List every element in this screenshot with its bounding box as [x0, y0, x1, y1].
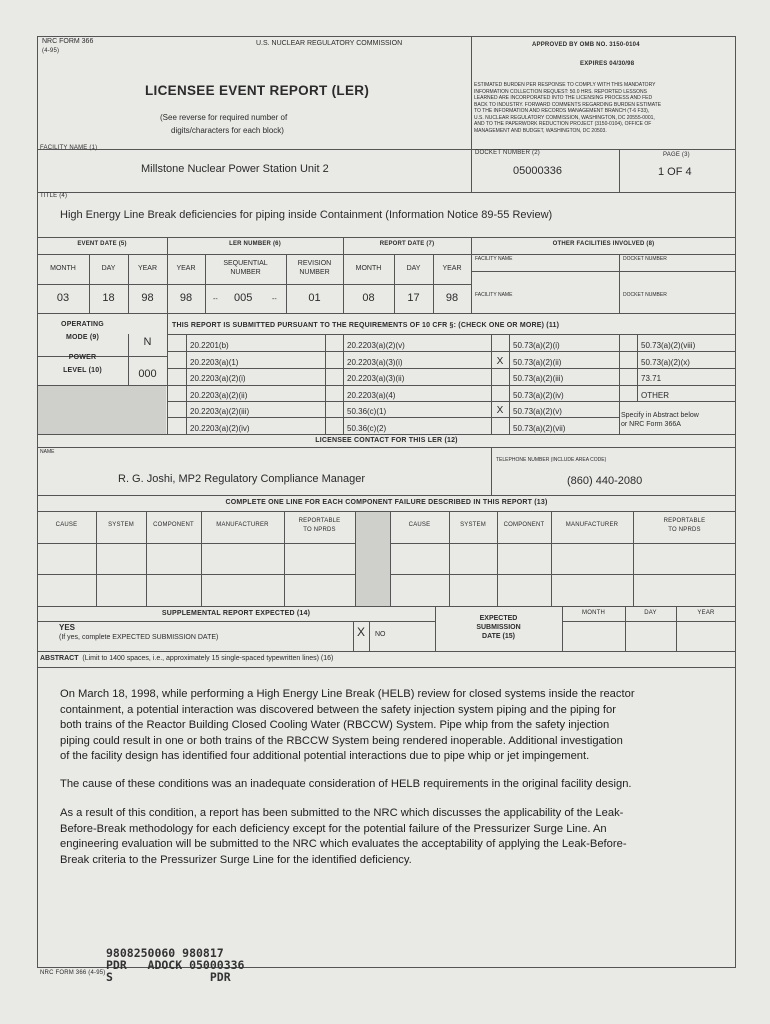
req-col3-checkboxes[interactable]: X X [496, 355, 504, 417]
ler-year: 98 [179, 292, 193, 304]
report-date-label: REPORT DATE (7) [379, 241, 435, 247]
burden-statement: ESTIMATED BURDEN PER RESPONSE TO COMPLY WITH THIS MANDATORY INFORMATION COLLECTION REQUEST: 50.0 HRS. REPORTED LESSONS LEARNED ARE INCORPORATED INTO THE LICENSING PROCESS AND FED BACK TO INDUSTRY. FORWARD COMMENTS REGARDING BURDEN ESTIMATE TO THE INFORMATION AND RECORDS MANAGEMENT BRANCH (T-6 F33), U.S. NUCLEAR REGULATORY COMMISSION, WASHINGTON, DC 20555-0001, AND TO THE PAPERWORK REDUCTION PROJECT (3150-0104), OFFICE OF MANAGEMENT AND BUDGET, WASHINGTON, DC 20503. [474, 82, 662, 134]
abstract-paragraph-1: On March 18, 1998, while performing a High Energy Line Break (HELB) review for closed systems inside the reactor containment, a potential interaction was discovered between the safety injection system piping and the piping for both trains of the Reactor Building Closed Cooling Water (RBCCW) System. Pipe whip from the safety injection piping could result in one or both trains of the RBCCW System being rendered inoperable. Additional investigation of the facility design has identified four additional potential interactions due to pipe whip or jet impingement. [60, 688, 635, 762]
contact-phone: (860) 440-2080 [567, 475, 643, 487]
phone-label: TELEPHONE NUMBER (INCLUDE AREA CODE) [496, 457, 607, 463]
facility-label: FACILITY NAME (1) [40, 145, 98, 151]
ler-dash-2: -- [272, 296, 277, 303]
power-level: 000 [138, 368, 157, 380]
report-year-header: YEAR [442, 265, 462, 272]
supplemental-yes: YES [59, 623, 76, 632]
req-col2: 20.2203(a)(2)(v) 20.2203(a)(3)(i) 20.2203(a)(3)(ii) 20.2203(a)(4) 50.36(c)(1) 50.36(c)(2) [347, 341, 405, 433]
title-label: TITLE (4) [40, 193, 68, 199]
form-title: LICENSEE EVENT REPORT (LER) [145, 83, 370, 98]
requirements-header: THIS REPORT IS SUBMITTED PURSUANT TO THE REQUIREMENTS OF 10 CFR §: (CHECK ONE OR MORE) (11) [172, 322, 560, 329]
ler-dash-1: -- [213, 296, 218, 303]
page-label: PAGE (3) [663, 152, 690, 158]
component-label: COMPLETE ONE LINE FOR EACH COMPONENT FAILURE DESCRIBED IN THIS REPORT (13) [225, 499, 548, 506]
expected-month-header: MONTH [582, 610, 605, 616]
comp-manufacturer-header-2: MANUFACTURER [565, 522, 619, 528]
other-facilities-label: OTHER FACILITIES INVOLVED (8) [552, 241, 655, 247]
req-col1: 20.2201(b) 20.2203(a)(1) 20.2203(a)(2)(i) 20.2203(a)(2)(ii) 20.2203(a)(2)(iii) 20.2203(a)(2)(iv) [190, 341, 250, 433]
expected-year-header: YEAR [697, 610, 715, 616]
event-day-header: DAY [101, 265, 116, 272]
operating-mode-label: OPERATING MODE (9) [61, 321, 104, 341]
other-docket-header-1: DOCKET NUMBER [623, 256, 667, 262]
comp-reportable-header-2: REPORTABLE TO NPRDS [663, 518, 706, 533]
comp-reportable-header-1: REPORTABLE TO NPRDS [298, 518, 341, 533]
req-col3: 50.73(a)(2)(i) 50.73(a)(2)(ii) 50.73(a)(2)(iii) 50.73(a)(2)(iv) 50.73(a)(2)(v) 50.73(a)(2)(vii) [513, 341, 566, 433]
ler-number-label: LER NUMBER (6) [229, 241, 281, 247]
comp-component-header-2: COMPONENT [503, 522, 545, 528]
ler-revision-header: REVISION NUMBER [297, 260, 332, 276]
contact-name: R. G. Joshi, MP2 Regulatory Compliance Manager [118, 473, 365, 485]
operating-mode: N [143, 336, 152, 348]
document-control-stamp: 9808250060 980817 PDR ADOCK 05000336 S PDR [106, 946, 245, 984]
event-year-header: YEAR [137, 265, 158, 272]
report-day-header: DAY [406, 265, 421, 272]
power-level-label: POWER LEVEL (10) [63, 354, 102, 374]
agency-name: U.S. NUCLEAR REGULATORY COMMISSION [256, 40, 403, 47]
contact-name-label: NAME [40, 449, 55, 455]
other-facility-name-header-2: FACILITY NAME [475, 292, 513, 298]
abstract-paragraph-3: As a result of this condition, a report has been submitted to the NRC which discusses the applicability of the Leak- Before-Break methodology for each deficiency except for the potential failure of the Pressurizer Surge Line. An engineering evaluation will be submitted to the NRC which evaluates the acceptability of applying the Leak-Before- Break criteria to the Pressurizer Surge Line for the identified deficiency. [60, 807, 627, 866]
instruction-line-1: (See reverse for required number of [160, 113, 288, 122]
ler-year-header: YEAR [176, 265, 196, 272]
facility-name: Millstone Nuclear Power Station Unit 2 [141, 163, 329, 175]
instruction-line-2: digits/characters for each block) [171, 126, 284, 135]
req-col4: 50.73(a)(2)(viii) 50.73(a)(2)(x) 73.71 OTHER [641, 341, 696, 400]
supplemental-no-checkbox[interactable]: X [356, 625, 365, 639]
event-month: 03 [56, 292, 70, 304]
comp-system-header-2: SYSTEM [460, 522, 486, 528]
expected-day-header: DAY [644, 610, 657, 616]
event-year: 98 [141, 292, 154, 304]
report-title: High Energy Line Break deficiencies for piping inside Containment (Information Notice 89-55 Review) [60, 209, 553, 221]
ler-sequential-header: SEQUENTIAL NUMBER [223, 260, 268, 276]
comp-manufacturer-header-1: MANUFACTURER [216, 522, 269, 528]
event-month-header: MONTH [50, 265, 76, 272]
omb-approval: APPROVED BY OMB NO. 3150-0104 [532, 42, 640, 48]
component-divider-shade [355, 512, 390, 606]
ler-sequential: 005 [234, 292, 253, 304]
form-revision: (4-95) [42, 48, 60, 54]
event-day: 18 [102, 292, 115, 304]
abstract-paragraph-2: The cause of these conditions was an inadequate consideration of HELB requirements in the original facility design. [60, 778, 632, 790]
docket-label: DOCKET NUMBER (2) [475, 150, 540, 156]
abstract-header: ABSTRACT (Limit to 1400 spaces, i.e., approximately 15 single-spaced typewritten lines) (16) [40, 655, 334, 662]
other-docket-header-2: DOCKET NUMBER [623, 292, 667, 298]
shaded-area-left [38, 385, 166, 434]
comp-component-header-1: COMPONENT [153, 522, 194, 528]
report-month-header: MONTH [355, 265, 382, 272]
report-month: 08 [362, 292, 375, 304]
expected-submission-label: EXPECTED SUBMISSION DATE (15) [476, 615, 521, 640]
docket-number: 05000336 [513, 165, 562, 177]
comp-cause-header-2: CAUSE [408, 522, 431, 528]
report-day: 17 [407, 292, 420, 304]
page-number: 1 OF 4 [658, 166, 692, 178]
supplemental-yes-note: (If yes, complete EXPECTED SUBMISSION DATE) [59, 634, 219, 641]
report-year: 98 [445, 292, 459, 304]
form-number: NRC FORM 366 [42, 38, 94, 45]
expiration-date: EXPIRES 04/30/98 [580, 61, 635, 67]
other-facility-name-header-1: FACILITY NAME [475, 256, 513, 262]
supplemental-no: NO [375, 631, 386, 638]
req-specify-note: Specify in Abstract below or NRC Form 366A [621, 412, 699, 428]
event-date-label: EVENT DATE (5) [77, 241, 127, 247]
supplemental-label: SUPPLEMENTAL REPORT EXPECTED (14) [161, 610, 311, 617]
comp-cause-header-1: CAUSE [55, 522, 78, 528]
ler-revision: 01 [308, 292, 321, 304]
comp-system-header-1: SYSTEM [108, 522, 134, 528]
form-footer: NRC FORM 366 (4-95) [40, 970, 106, 976]
contact-label: LICENSEE CONTACT FOR THIS LER (12) [315, 437, 458, 444]
